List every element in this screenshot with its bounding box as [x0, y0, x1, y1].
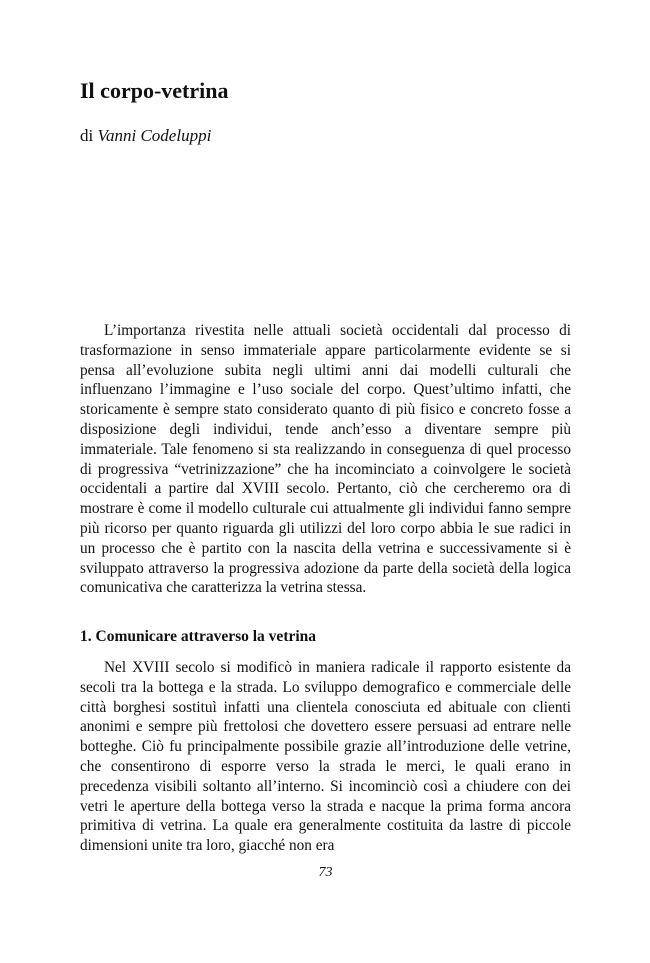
section-heading: 1. Comunicare attraverso la vetrina	[80, 628, 317, 645]
chapter-title: Il corpo-vetrina	[80, 78, 229, 103]
author-name: Vanni Codeluppi	[97, 126, 212, 145]
chapter-byline	[80, 125, 211, 147]
page-number: 73	[318, 865, 333, 880]
byline-prefix: di	[80, 126, 94, 145]
abstract-paragraph: L’importanza rivestita nelle attuali società occidentali dal processo di trasformazione in senso immateriale appare particolarmente evidente se si pensa all’evoluzione subita negli ultimi anni dai modelli culturali che influenzano l’immagine e l’uso sociale del corpo. Quest’ultimo infatti, che storicamente è sempre stato considerato quanto di più fisico e concreto fosse a disposizione degli individui, tende anch’esso a diventare sempre più immateriale. Tale fenomeno si sta realizzando in conseguenza di quel processo di progressiva “vetrinizzazione” che ha incominciato a coinvolgere le società occidentali a partire dal XVIII secolo. Pertanto, ciò che cercheremo ora di mostrare è come il modello culturale cui attualmente gli individui fanno sempre più ricorso per quanto riguarda gli utilizzi del loro corpo abbia le sue radici in un processo che è partito con la nascita della vetrina e successivamente si è sviluppato attraverso la progressiva adozione da parte della società della logica comunicativa che caratterizza la vetrina stessa.	[80, 322, 571, 597]
body-paragraph: Nel XVIII secolo si modificò in maniera radicale il rapporto esistente da secoli tra la bottega e la strada. Lo sviluppo demografico e commerciale delle città borghesi sostituì infatti una clientela conosciuta ed abituale con clienti anonimi e sempre più frettolosi che dovettero essere persuasi ad entrare nelle botteghe. Ciò fu principalmente possibile grazie all’introduzione delle vetrine, che consentirono di esporre verso la strada le merci, le quali erano in precedenza visibili soltanto all’interno. Si incominciò così a chiudere con dei vetri le aperture della bottega verso la strada e nacque la prima forma ancora primitiva di vetrina. La quale era generalmente costituita da lastre di piccole dimensioni unite tra loro, giacché non era	[80, 659, 571, 855]
document-page	[80, 0, 571, 963]
